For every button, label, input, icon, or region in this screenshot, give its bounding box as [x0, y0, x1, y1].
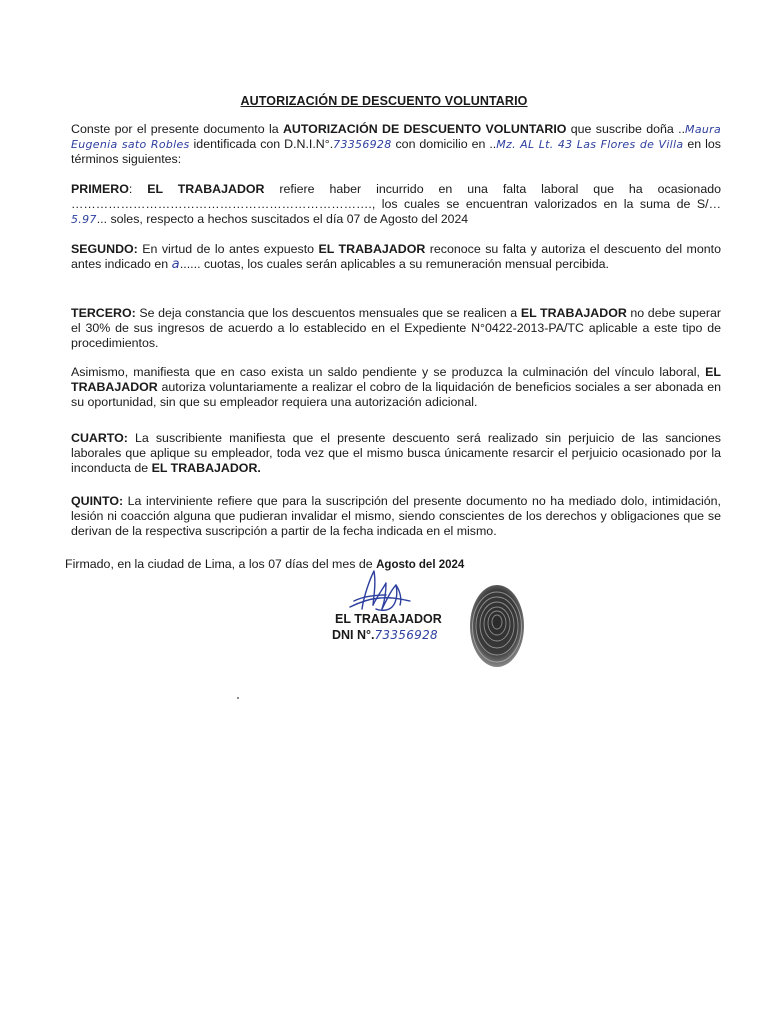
clause-text: Se deja constancia que los descuentos mensuales que se realicen a [135, 306, 521, 320]
intro-text: Conste por el presente documento la [71, 122, 283, 136]
clause-asimismo [71, 365, 721, 410]
clause-text: autoriza voluntariamente a realizar el cobro de la liquidación de beneficios sociales a ser abonada en su oportunidad, sin que su empleador requiera una autorización adicional. [71, 380, 721, 409]
intro-dots: .. [678, 122, 686, 136]
clause-label: PRIMERO [71, 182, 129, 196]
clause-text: La suscribiente manifiesta que el presente descuento será realizado sin perjuicio de las sanciones laborales que aplique su empleador, toda vez que el mismo busca únicamente resarcir el perjuicio ocasionado por la inconducta de [71, 431, 721, 475]
clause-text: : [128, 182, 148, 196]
handwritten-address: Mz. AL Lt. 43 Las Flores de Villa [496, 138, 684, 151]
signature-dni-label: DNI N°. [332, 628, 375, 642]
clause-label: TERCERO: [71, 306, 136, 320]
thumbprint-image [466, 582, 528, 670]
clause-text: La interviniente refiere que para la suscripción del presente documento no ha mediado dolo, intimidación, lesión ni coacción alguna que pudieran invalidar el mismo, siendo conscientes de los derechos y obligaciones que se derivan de la respectiva suscripción a partir de la fecha indicada en el mismo. [71, 494, 721, 538]
clause-text: refiere haber incurrido en una falta laboral que ha ocasionado ………………………………………………………………., los cuales se encuentran valorizados en la suma de S/… [71, 182, 721, 211]
clause-text: ... soles, respecto a hechos suscitados el día [96, 212, 347, 226]
handwritten-cuotas: a [171, 257, 180, 272]
stray-mark [237, 697, 239, 699]
signing-text: Firmado, en la ciudad de Lima, a los [65, 557, 269, 571]
clause-text: reconoce su falta y autoriza el descuento del monto antes indicado en [71, 242, 721, 271]
typed-date: 07 de Agosto del 2024 [346, 212, 469, 226]
clause-text: En virtud de lo antes expuesto [137, 242, 319, 256]
clause-tercero [71, 306, 721, 351]
clause-text: ...... cuotas, los cuales serán aplicables a su remuneración mensual percibida. [179, 257, 609, 271]
typed-day: 07 [268, 557, 282, 571]
clause-bold: EL TRABAJADOR [71, 365, 721, 394]
handwritten-amount: 5.97 [71, 213, 97, 226]
typed-month: Agosto del 2024 [376, 559, 465, 571]
clause-bold: EL TRABAJADOR [318, 242, 426, 256]
clause-text: no debe superar el 30% de sus ingresos de acuerdo a lo establecido en el Expediente N°0422-2013-PA/TC aplicable a este tipo de procedimientos. [71, 306, 721, 350]
clause-bold: EL TRABAJADOR. [151, 461, 261, 475]
clause-label: CUARTO: [71, 431, 128, 445]
clause-label: QUINTO: [71, 494, 124, 508]
clause-primero [71, 182, 721, 227]
intro-paragraph [71, 122, 721, 167]
clause-quinto [71, 494, 721, 539]
intro-text: que suscribe doña [566, 122, 679, 136]
intro-text: identificada con D.N.I.N°. [189, 137, 334, 151]
clause-cuarto [71, 431, 721, 476]
clause-segundo [71, 242, 721, 272]
handwritten-name: Maura Eugenia sato Robles [71, 123, 721, 151]
intro-text: con domicilio en .. [391, 137, 497, 151]
document-title: AUTORIZACIÓN DE DESCUENTO VOLUNTARIO [240, 94, 528, 108]
intro-text: en los términos siguientes: [71, 137, 721, 166]
clause-bold: EL TRABAJADOR [520, 306, 627, 320]
clause-bold: EL TRABAJADOR [147, 182, 265, 196]
clause-label: SEGUNDO: [71, 242, 138, 256]
handwritten-dni: 73356928 [333, 138, 392, 151]
handwritten-dni-signature: 73356928 [374, 628, 438, 642]
clause-text: Asimismo, manifiesta que en caso exista un saldo pendiente y se produzca la culminación del vínculo laboral, [71, 365, 706, 379]
signing-text: días del mes de [281, 557, 377, 571]
signature-label: EL TRABAJADOR [335, 612, 442, 626]
intro-bold-title: AUTORIZACIÓN DE DESCUENTO VOLUNTARIO [282, 122, 567, 136]
